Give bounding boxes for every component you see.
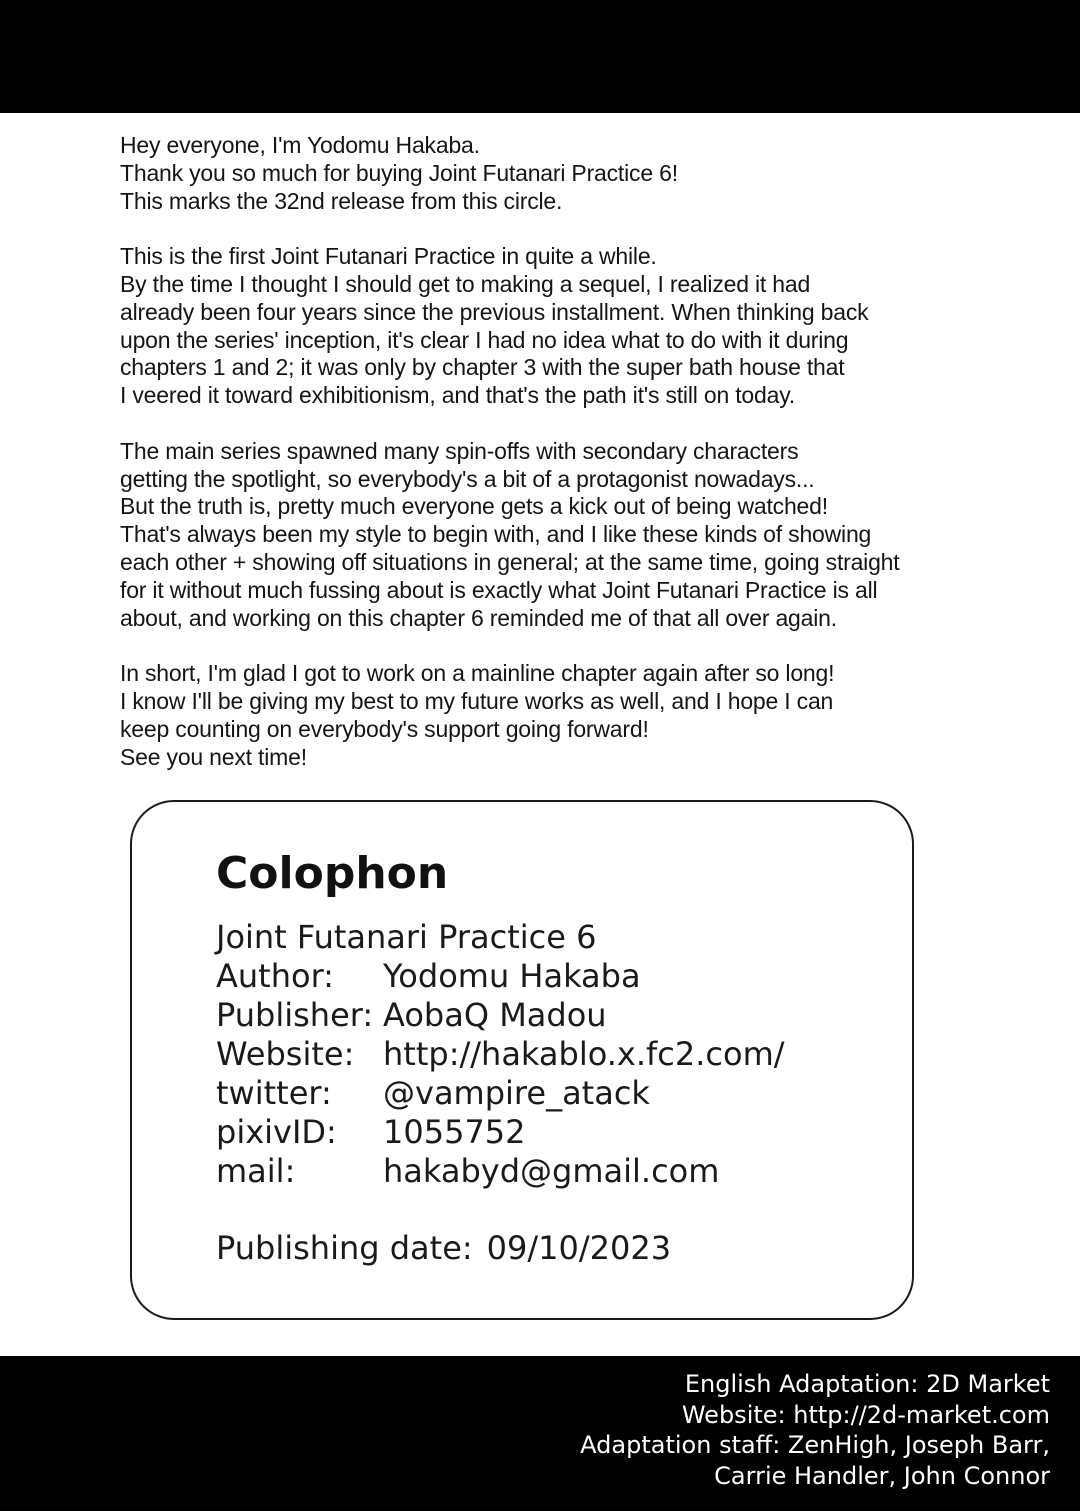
afterword-line: This marks the 32nd release from this circle. [120,187,563,214]
credits-line: Carrie Handler, John Connor [714,1461,1050,1490]
colophon-website-link[interactable]: http://hakablo.x.fc2.com/ [383,1035,785,1073]
afterword-line: I veered it toward exhibitionism, and that's the path it's still on today. [120,382,795,409]
afterword-line: about, and working on this chapter 6 reminded me of that all over again. [120,604,837,631]
publishing-date-label: Publishing date: [216,1229,473,1267]
afterword-text [120,132,1020,799]
top-black-bar [0,0,1080,113]
afterword-line: This is the first Joint Futanari Practice in quite a while. [120,243,657,270]
afterword-line: But the truth is, pretty much everyone gets a kick out of being watched! [120,493,828,520]
afterword-paragraph-2 [120,243,1020,410]
afterword-line: already been four years since the previous installment. When thinking back [120,298,869,325]
colophon-field-label: mail: [216,1152,296,1190]
afterword-line: By the time I thought I should get to making a sequel, I realized it had [120,270,811,297]
colophon-field-value: AobaQ Madou [383,996,607,1034]
publishing-date-value: 09/10/2023 [486,1229,672,1267]
afterword-line: for it without much fussing about is exactly what Joint Futanari Practice is all [120,576,878,603]
afterword-line: each other + showing off situations in general; at the same time, going straight [120,548,900,575]
publishing-date-row [216,1229,671,1268]
afterword-paragraph-4 [120,660,1020,771]
colophon-mail-link[interactable]: hakabyd@gmail.com [383,1152,720,1190]
colophon-field-label: twitter: [216,1074,332,1112]
afterword-line: I know I'll be giving my best to my future works as well, and I hope I can [120,687,834,714]
colophon-field-value: 1055752 [383,1113,526,1151]
afterword-line: See you next time! [120,743,307,770]
afterword-line: chapters 1 and 2; it was only by chapter 3 with the super bath house that [120,354,845,381]
afterword-line: upon the series' inception, it's clear I had no idea what to do with it during [120,326,849,353]
afterword-paragraph-3 [120,438,1020,633]
colophon-title: Colophon [216,848,449,899]
colophon-work-title: Joint Futanari Practice 6 [216,918,597,956]
colophon-field-label: pixivID: [216,1113,337,1151]
afterword-line: The main series spawned many spin-offs with secondary characters [120,437,799,464]
colophon-field-value: @vampire_atack [383,1074,650,1112]
colophon-field-label: Website: [216,1035,355,1073]
afterword-line: Thank you so much for buying Joint Futanari Practice 6! [120,159,678,186]
afterword-line: getting the spotlight, so everybody's a bit of a protagonist nowadays... [120,465,815,492]
afterword-line: In short, I'm glad I got to work on a mainline chapter again after so long! [120,660,835,687]
afterword-line: That's always been my style to begin with, and I like these kinds of showing [120,521,872,548]
credits-line: Website: http://2d-market.com [681,1400,1050,1429]
adaptation-credits [580,1369,1050,1491]
colophon-field-label: Author: [216,957,334,995]
colophon-field-value: Yodomu Hakaba [383,957,641,995]
afterword-paragraph-1 [120,132,1020,215]
afterword-line: Hey everyone, I'm Yodomu Hakaba. [120,132,480,158]
afterword-line: keep counting on everybody's support going forward! [120,715,649,742]
credits-line: English Adaptation: 2D Market [684,1370,1050,1398]
colophon-field-label: Publisher: [216,996,374,1034]
credits-line: Adaptation staff: ZenHigh, Joseph Barr, [580,1431,1050,1459]
